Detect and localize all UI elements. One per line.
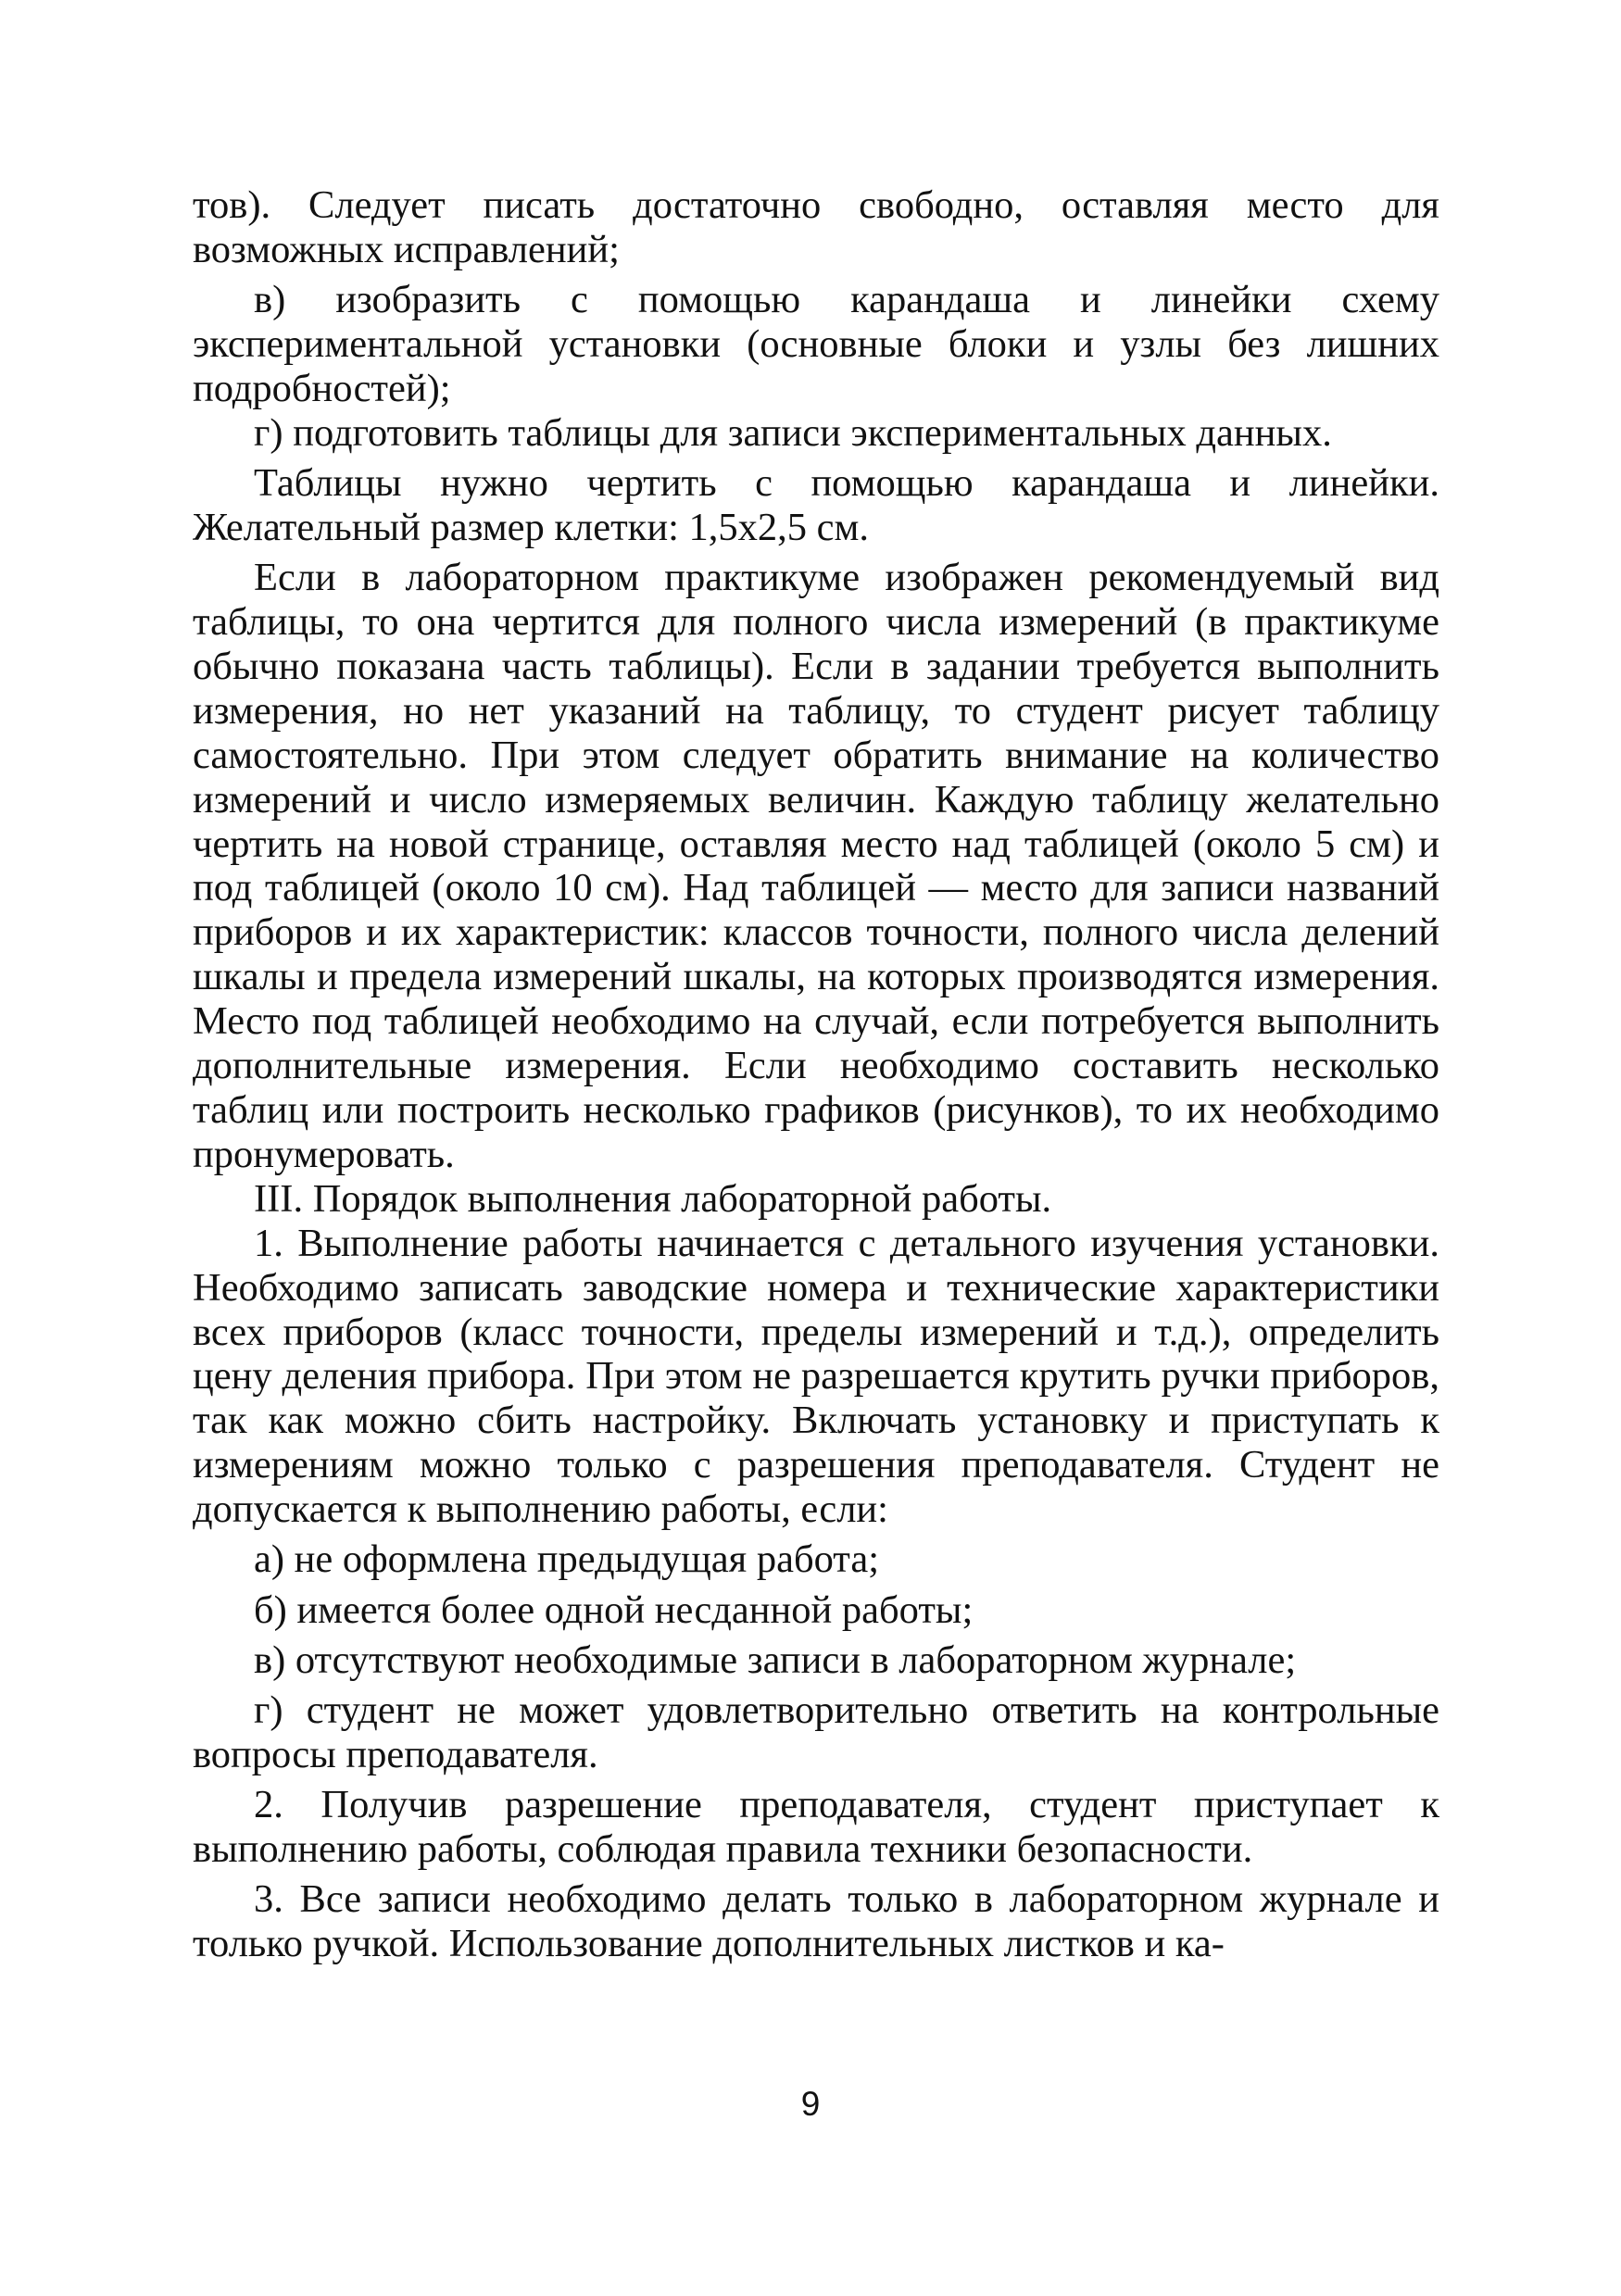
list-item-v: в) отсутствуют необходимые записи в лабораторном журнале; bbox=[254, 1637, 1297, 1682]
list-item-v-scheme: в) изобразить с помощью карандаша и линейки схему экспериментальной установки (основные блоки и узлы без лишних подробностей); bbox=[193, 278, 1439, 410]
list-item-a: а) не оформлена предыдущая работа; bbox=[254, 1537, 880, 1582]
paragraph-table-layout: Если в лабораторном практикуме изображен рекомендуемый вид таблицы, то она чертится для полного числа измерений (в практикуме обычно показана часть таблицы). Если в задании требуется выполнить измерения, но нет указаний на таблицу, то студент рисует таблицу самостоятельно. При этом следует обратить внимание на количество измерений и число измеряемых величин. Каждую таблицу желательно чертить на новой странице, оставляя место над таблицей (около 5 см) и под таблицей (около 10 см). Над таблицей — место для записи названий приборов и их характеристик: классов точности, полного числа делений шкалы и предела измерений шкалы, на которых производятся измерения. Место под таблицей необходимо на случай, если потребуется выполнить дополнительные измерения. Если необходимо составить несколько таблиц или построить несколько графиков (рисунков), то их необходимо пронумеровать. bbox=[193, 556, 1439, 1176]
list-item-g-tables: г) подготовить таблицы для записи экспериментальных данных. bbox=[254, 410, 1332, 455]
paragraph-step-3: 3. Все записи необходимо делать только в лабораторном журнале и только ручкой. Использование дополнительных листков и ка- bbox=[193, 1877, 1439, 1966]
body-text bbox=[193, 183, 1439, 1966]
list-item-b: б) имеется более одной несданной работы; bbox=[254, 1587, 974, 1632]
page-number: 9 bbox=[800, 2085, 821, 2123]
paragraph-step-2: 2. Получив разрешение преподавателя, студент приступает к выполнению работы, соблюдая правила техники безопасности. bbox=[193, 1783, 1439, 1871]
paragraph-table-drawing: Таблицы нужно чертить с помощью карандаша и линейки. Желательный размер клетки: 1,5х2,5 см. bbox=[193, 461, 1439, 549]
paragraph-step-1: 1. Выполнение работы начинается с детального изучения установки. Необходимо записать заводские номера и технические характеристики всех приборов (класс точности, пределы измерений и т.д.), определить цену деления прибора. При этом не разрешается крутить ручки приборов, так как можно сбить настройку. Включать установку и приступать к измерениям можно только с разрешения преподавателя. Студент не допускается к выполнению работы, если: bbox=[193, 1221, 1439, 1532]
paragraph-continued: тов). Следует писать достаточно свободно, оставляя место для возможных исправлений; bbox=[193, 183, 1439, 271]
section-heading-procedure: III. Порядок выполнения лабораторной работы. bbox=[254, 1176, 1052, 1221]
list-item-g: г) студент не может удовлетворительно ответить на контрольные вопросы преподавателя. bbox=[193, 1687, 1439, 1776]
